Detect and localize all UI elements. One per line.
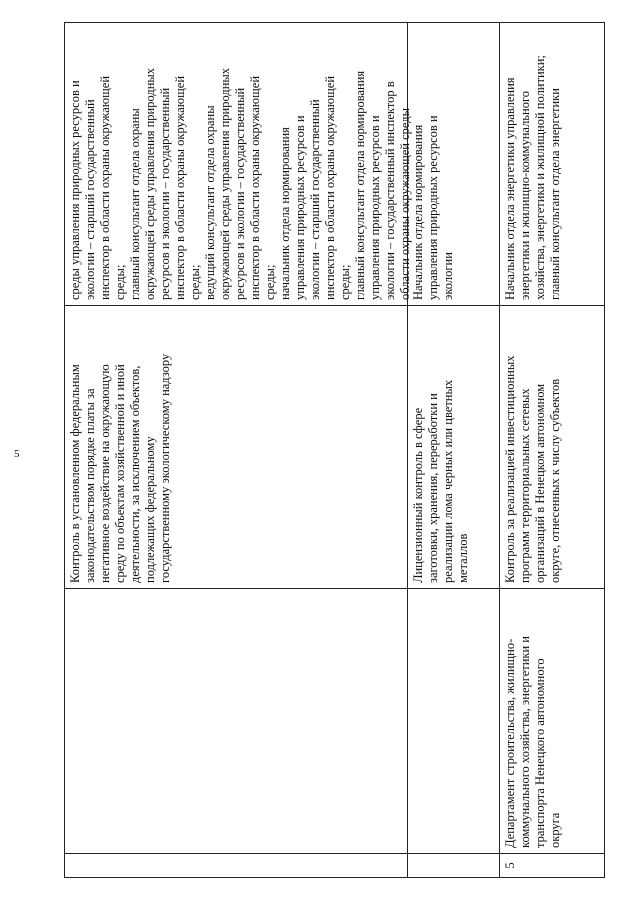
department-cell bbox=[500, 589, 605, 854]
text-line: ресурсов и экологии – государственный bbox=[158, 87, 172, 300]
department-cell bbox=[408, 589, 500, 854]
text-line: заготовки, хранения, переработки и bbox=[426, 393, 440, 583]
text-line: негативное воздействие на окружающую bbox=[98, 364, 112, 583]
text-line: управления природных ресурсов и bbox=[426, 115, 440, 300]
text-line: среды; bbox=[188, 264, 202, 300]
text-line: экологии bbox=[441, 252, 455, 300]
control-type-cell bbox=[408, 306, 500, 589]
text-line: окружающей среды управления природных bbox=[143, 67, 157, 300]
department-cell bbox=[65, 589, 408, 854]
text-line: государственному экологическому надзору bbox=[158, 353, 172, 583]
text-line: инспектор в области охраны окружающей bbox=[98, 75, 112, 300]
text-line: транспорта Ненецкого автономного bbox=[533, 658, 547, 848]
text-line: Контроль в установленном федеральным bbox=[68, 364, 82, 583]
text-line: металлов bbox=[456, 533, 470, 583]
table-row bbox=[65, 23, 408, 878]
text-line: среды управления природных ресурсов и bbox=[68, 80, 82, 300]
text-line: экологии – старший государственный bbox=[308, 99, 322, 300]
text-line: ресурсов и экологии – государственный bbox=[233, 87, 247, 300]
text-line: среды; bbox=[113, 264, 127, 300]
row-number bbox=[65, 854, 408, 878]
row-number bbox=[408, 854, 500, 878]
text-line: инспектор в области охраны окружающей bbox=[173, 75, 187, 300]
text-line: программ территориальных сетевых bbox=[518, 388, 532, 583]
text-line: среды; bbox=[338, 264, 352, 300]
text-line: экологии – государственный инспектор в bbox=[383, 81, 397, 300]
text-line: законодательством порядке платы за bbox=[83, 388, 97, 583]
text-line: области охраны окружающей среды bbox=[398, 107, 412, 300]
official-positions-cell bbox=[500, 23, 605, 306]
text-line: управления природных ресурсов и bbox=[368, 115, 382, 300]
rotated-page bbox=[64, 23, 604, 878]
text-line: главный консультант отдела охраны bbox=[128, 108, 142, 300]
table-row bbox=[408, 23, 500, 878]
text-line: хозяйства, энергетики и жилищной политики; bbox=[533, 55, 547, 300]
text-line: управления природных ресурсов и bbox=[293, 115, 307, 300]
document-table bbox=[64, 22, 605, 878]
table-row bbox=[500, 23, 605, 878]
text-line: реализации лома черных или цветных bbox=[441, 379, 455, 583]
text-line: Контроль за реализацией инвестиционных bbox=[503, 355, 517, 583]
text-line: подлежащих федеральному bbox=[143, 436, 157, 583]
text-line: коммунального хозяйства, энергетики и bbox=[518, 636, 532, 848]
control-type-cell bbox=[500, 306, 605, 589]
text-line: Начальник отдела нормирования bbox=[411, 124, 425, 300]
text-line: среду по объектам хозяйственной и иной bbox=[113, 364, 127, 583]
row-number-text: 5 bbox=[503, 862, 517, 869]
text-line: экологии – старший государственный bbox=[83, 99, 97, 300]
text-line: инспектор в области охраны окружающей bbox=[323, 75, 337, 300]
text-line: инспектор в области охраны окружающей bbox=[248, 75, 262, 300]
text-line: округа bbox=[548, 812, 562, 848]
text-line: окружающей среды управления природных bbox=[218, 67, 232, 300]
text-line: деятельности, за исключением объектов, bbox=[128, 365, 142, 583]
text-line: округе, отнесенных к числу субъектов bbox=[548, 378, 562, 583]
text-line: начальник отдела нормирования bbox=[278, 127, 292, 300]
text-line: среды; bbox=[263, 264, 277, 300]
text-line: главный консультант отдела энергетики bbox=[548, 88, 562, 300]
page-number: 5 bbox=[14, 448, 20, 460]
text-line: организаций в Ненецком автономном bbox=[533, 383, 547, 583]
text-line: Департамент строительства, жилищно- bbox=[503, 638, 517, 848]
control-type-cell bbox=[65, 306, 408, 589]
text-line: Начальник отдела энергетики управления bbox=[503, 77, 517, 300]
official-positions-cell bbox=[65, 23, 412, 306]
row-number bbox=[500, 854, 605, 878]
official-positions-cell bbox=[408, 23, 500, 306]
text-line: энергетики и жилищно-коммунального bbox=[518, 90, 532, 300]
text-line: Лицензионный контроль в сфере bbox=[411, 407, 425, 583]
text-line: ведущий консультант отдела охраны bbox=[203, 105, 217, 300]
text-line: главный консультант отдела нормирования bbox=[353, 70, 367, 300]
